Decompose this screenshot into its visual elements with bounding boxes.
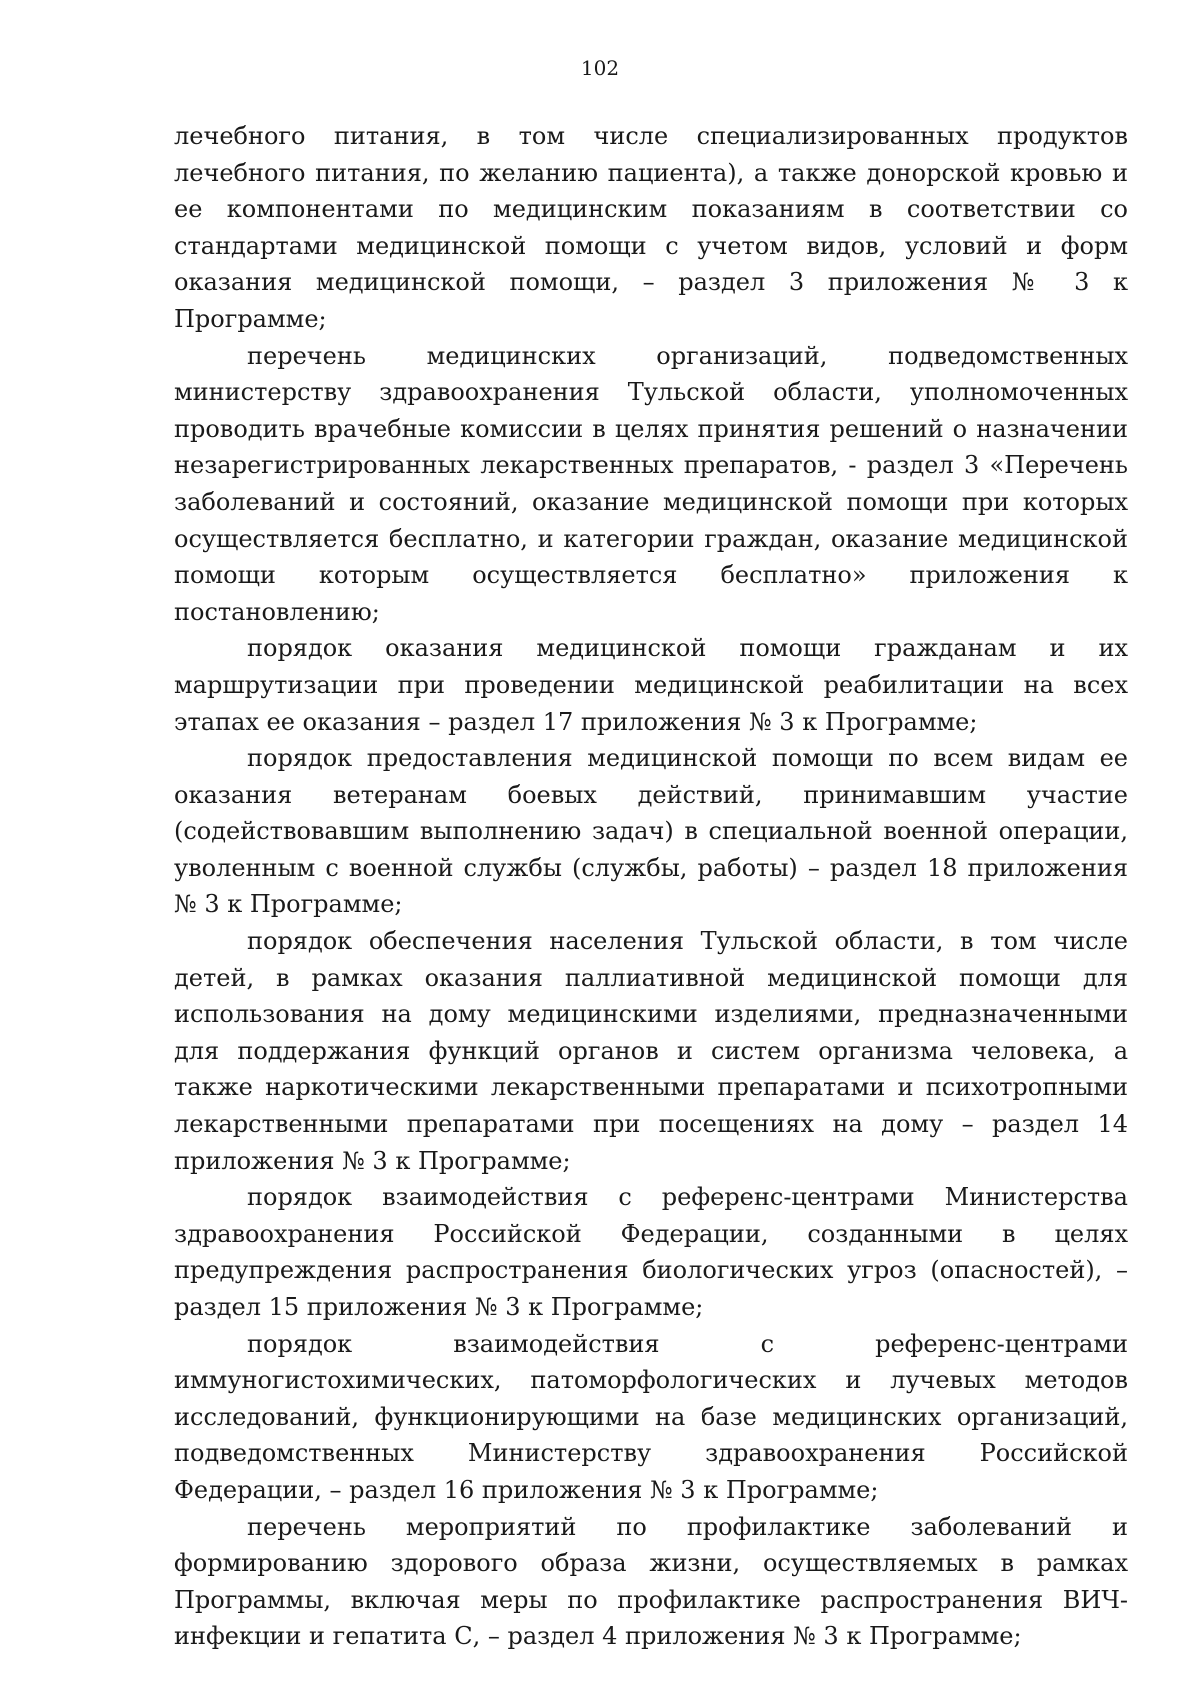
- document-body: [174, 118, 1128, 1655]
- paragraph-reference-centers-biothreats: порядок взаимодействия с референс-центрами Министерства здравоохранения Российской Федерации, созданными в целях предупреждения распространения биологических угроз (опасностей), – раздел 15 приложения № 3 к Программе;: [174, 1183, 1128, 1321]
- paragraph-continuation: лечебного питания, в том числе специализированных продуктов лечебного питания, по желанию пациента), а также донорской кровью и ее компонентами по медицинским показаниям в соответствии со стандартами медицинской помощи с учетом видов, условий и форм оказания медицинской помощи, – раздел 3 приложения № 3 к Программе;: [174, 122, 1128, 333]
- paragraph-veterans-care-order: порядок предоставления медицинской помощи по всем видам ее оказания ветеранам боевых действий, принимавшим участие (содействовавшим выполнению задач) в специальной военной операции, уволенным с военной службы (службы, работы) – раздел 18 приложения № 3 к Программе;: [174, 744, 1128, 919]
- paragraph-palliative-supply-order: порядок обеспечения населения Тульской области, в том числе детей, в рамках оказания паллиативной медицинской помощи для использования на дому медицинскими изделиями, предназначенными для поддержания функций органов и систем организма человека, а также наркотическими лекарственными препаратами и психотропными лекарственными препаратами при посещениях на дому – раздел 14 приложения № 3 к Программе;: [174, 927, 1128, 1175]
- paragraph-reference-centers-diagnostics: порядок взаимодействия с референс-центрами иммуногистохимических, патоморфологических и лучевых методов исследований, функционирующими на базе медицинских организаций, подведомственных Министерству здравоохранения Российской Федерации, – раздел 16 приложения № 3 к Программе;: [174, 1329, 1128, 1504]
- page-number: 102: [580, 56, 620, 80]
- paragraph-prevention-measures: перечень мероприятий по профилактике заболеваний и формированию здорового образа жизни, осуществляемых в рамках Программы, включая меры по профилактике распространения ВИЧ-инфекции и гепатита С, – раздел 4 приложения № 3 к Программе;: [174, 1512, 1128, 1651]
- paragraph-medical-organizations-list: перечень медицинских организаций, подведомственных министерству здравоохранения Тульской области, уполномоченных проводить врачебные комиссии в целях принятия решений о назначении незарегистрированных лекарственных препаратов, - раздел 3 «Перечень заболеваний и состояний, оказание медицинской помощи при которых осуществляется бесплатно, и категории граждан, оказание медицинской помощи которым осуществляется бесплатно» приложения к постановлению;: [174, 341, 1128, 626]
- paragraph-rehabilitation-order: порядок оказания медицинской помощи гражданам и их маршрутизации при проведении медицинской реабилитации на всех этапах ее оказания – раздел 17 приложения № 3 к Программе;: [174, 634, 1128, 736]
